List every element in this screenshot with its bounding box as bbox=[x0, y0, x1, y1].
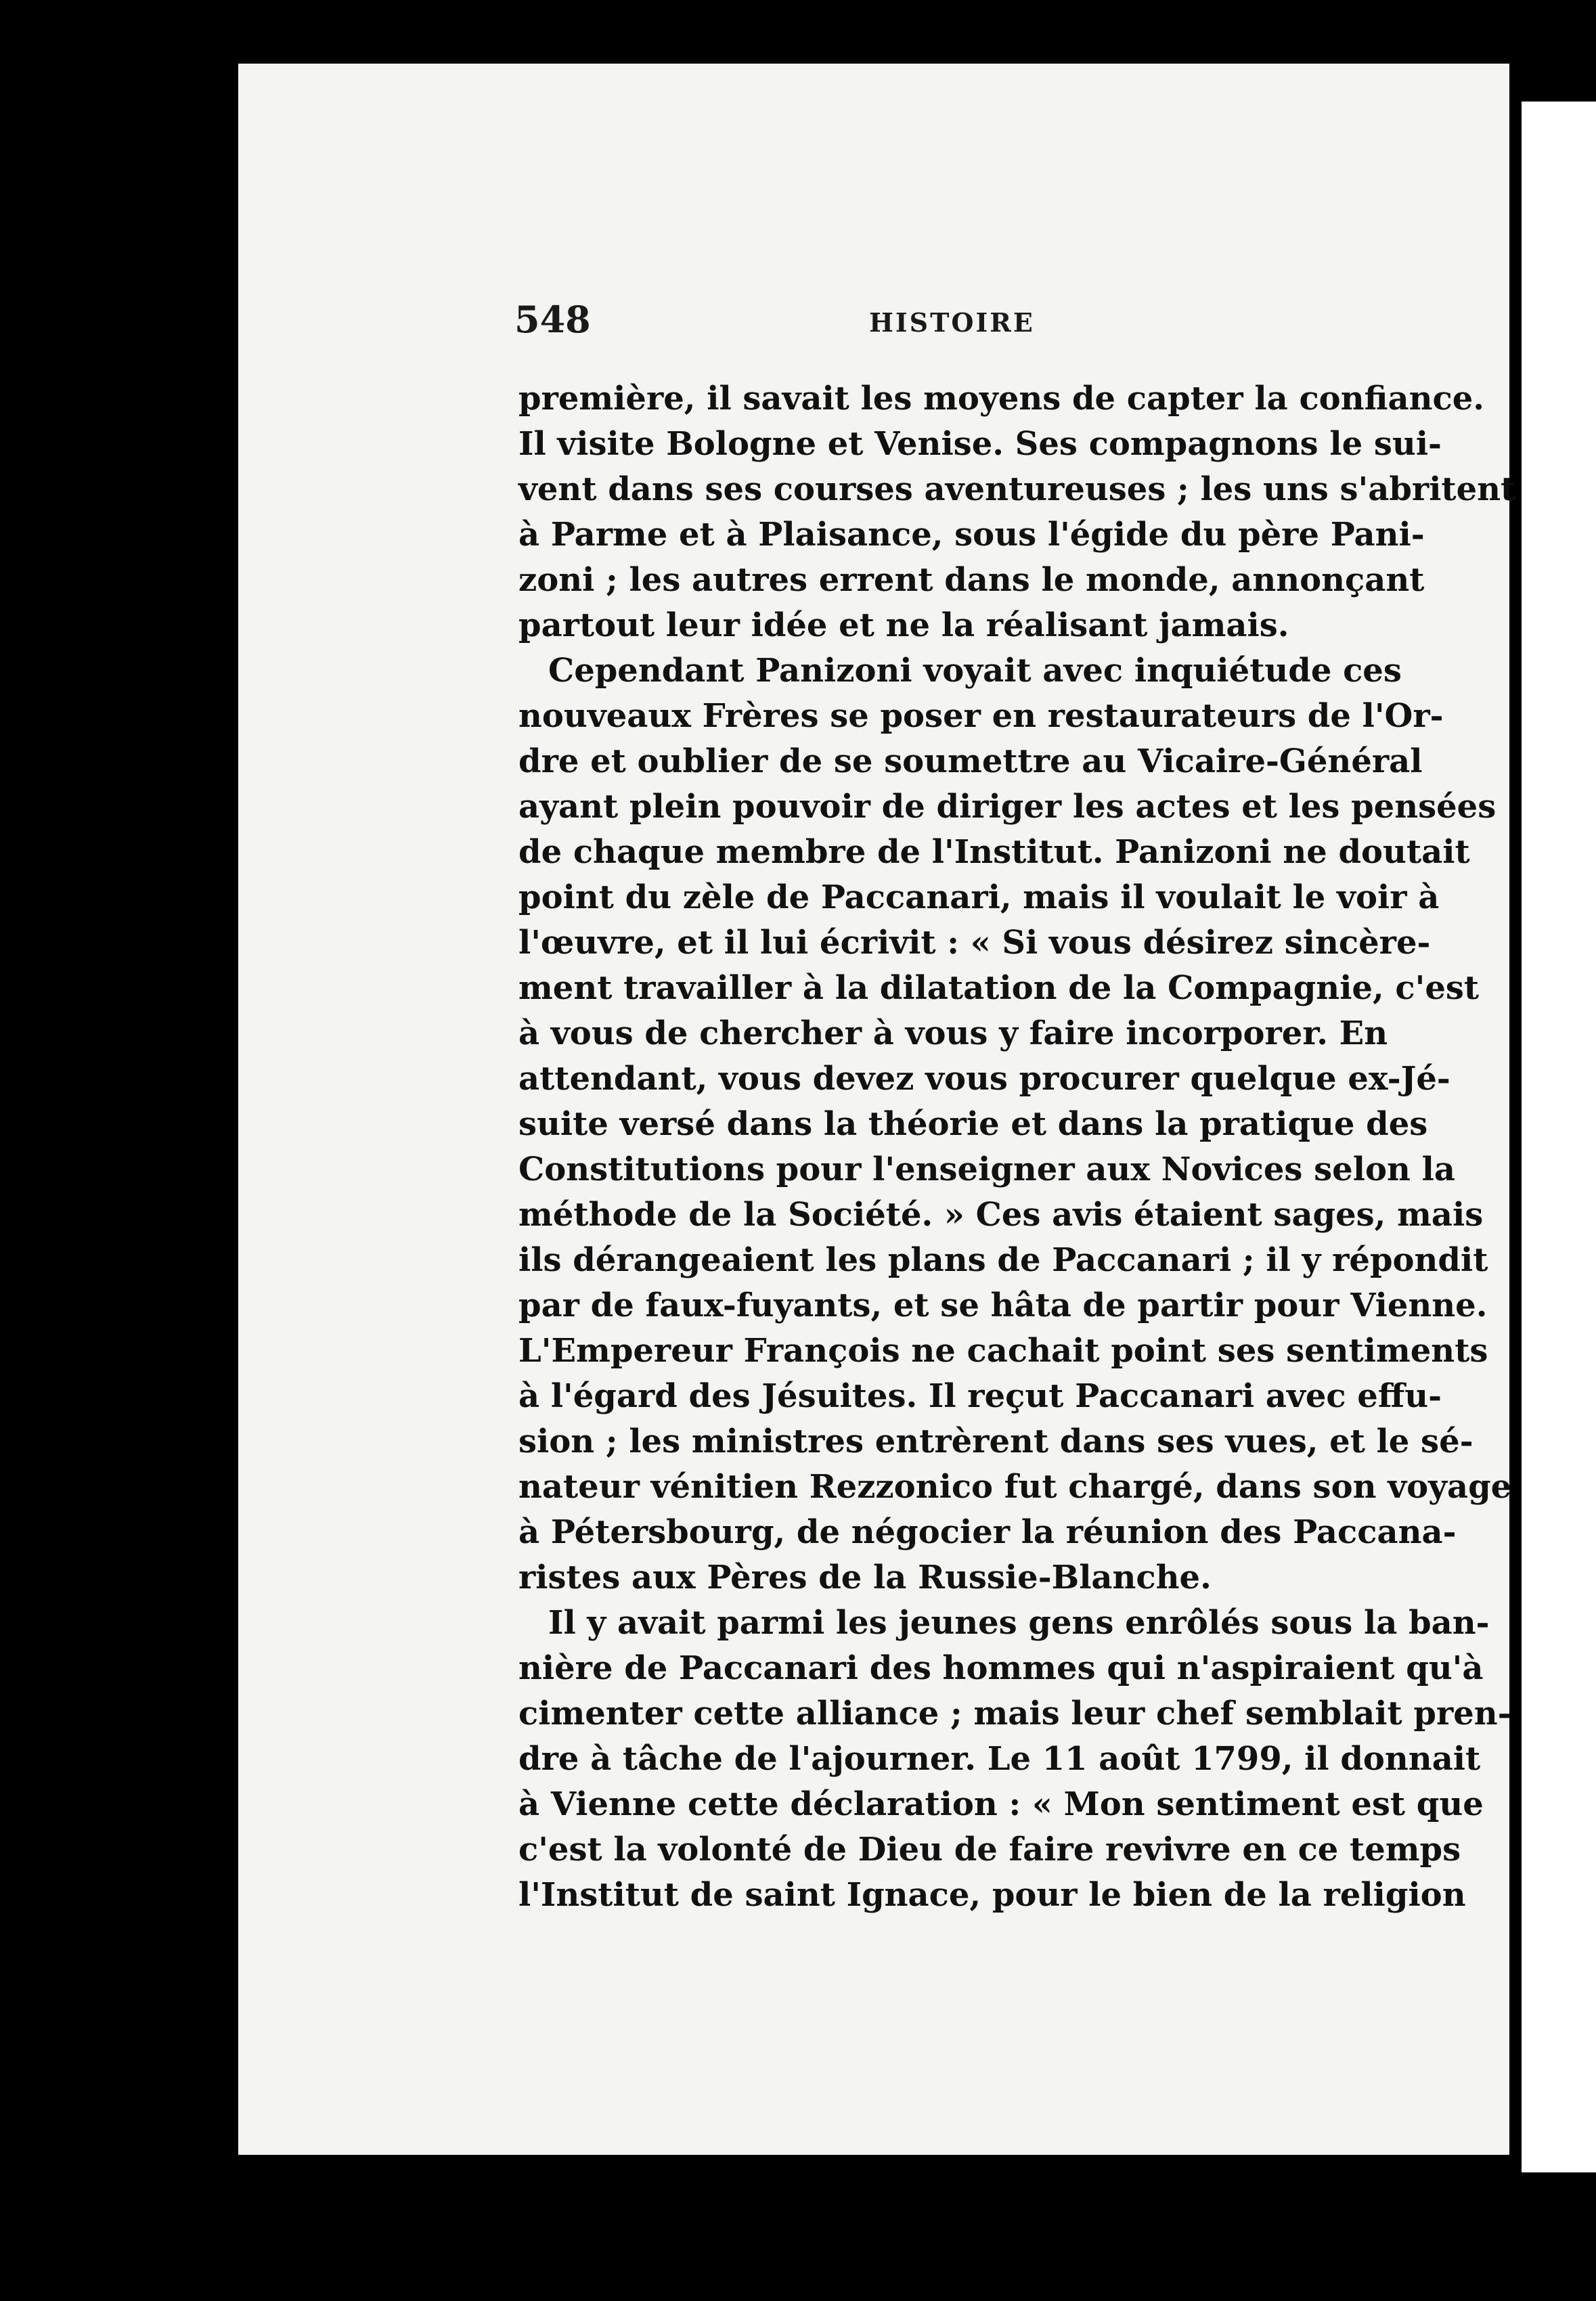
body-text bbox=[518, 376, 1516, 1918]
text-line: nouveaux Frères se poser en restaurateurs de l'Or- bbox=[518, 697, 1444, 735]
text-line: dre à tâche de l'ajourner. Le 11 août 1799, il donnait bbox=[518, 1740, 1481, 1778]
text-line: Il visite Bologne et Venise. Ses compagnons le sui- bbox=[518, 425, 1442, 463]
text-line: ment travailler à la dilatation de la Compagnie, c'est bbox=[518, 969, 1480, 1007]
text-line: point du zèle de Paccanari, mais il voulait le voir à bbox=[518, 878, 1440, 916]
text-line: attendant, vous devez vous procurer quelque ex-Jé- bbox=[518, 1060, 1450, 1098]
text-line: ils dérangeaient les plans de Paccanari ; il y répondit bbox=[518, 1241, 1488, 1279]
text-line: sion ; les ministres entrèrent dans ses vues, et le sé- bbox=[518, 1423, 1473, 1460]
text-line: à l'égard des Jésuites. Il reçut Paccanari avec effu- bbox=[518, 1377, 1442, 1415]
running-head bbox=[284, 298, 1035, 359]
text-line: Constitutions pour l'enseigner aux Novices selon la bbox=[518, 1150, 1455, 1188]
text-line: suite versé dans la théorie et dans la pratique des bbox=[518, 1105, 1428, 1143]
text-line: à Pétersbourg, de négocier la réunion des Paccana- bbox=[518, 1513, 1457, 1551]
text-line: à vous de chercher à vous y faire incorporer. En bbox=[518, 1014, 1388, 1052]
text-line: de chaque membre de l'Institut. Panizoni ne doutait bbox=[518, 833, 1470, 871]
text-line: L'Empereur François ne cachait point ses sentiments bbox=[518, 1332, 1488, 1370]
text-line: Il y avait parmi les jeunes gens enrôlés sous la ban- bbox=[548, 1604, 1490, 1642]
text-line: par de faux-fuyants, et se hâta de partir pour Vienne. bbox=[518, 1287, 1488, 1324]
text-line: partout leur idée et ne la réalisant jamais. bbox=[518, 606, 1289, 644]
text-line: c'est la volonté de Dieu de faire revivre en ce temps bbox=[518, 1831, 1461, 1869]
text-line: l'Institut de saint Ignace, pour le bien de la religion bbox=[518, 1876, 1466, 1914]
text-line: cimenter cette alliance ; mais leur chef semblait pren- bbox=[518, 1695, 1511, 1733]
text-line: première, il savait les moyens de capter la confiance. bbox=[518, 380, 1484, 418]
text-line: nateur vénitien Rezzonico fut chargé, dans son voyage bbox=[518, 1468, 1512, 1506]
text-line: zoni ; les autres errent dans le monde, annonçant bbox=[518, 561, 1425, 599]
text-line: ayant plein pouvoir de diriger les actes et les pensées bbox=[518, 788, 1497, 826]
text-line: l'œuvre, et il lui écrivit : « Si vous désirez sincère- bbox=[518, 924, 1431, 962]
text-line: nière de Paccanari des hommes qui n'aspiraient qu'à bbox=[518, 1649, 1484, 1687]
text-line: à Vienne cette déclaration : « Mon sentiment est que bbox=[518, 1785, 1484, 1823]
running-title: HISTOIRE bbox=[869, 307, 1035, 338]
facing-page-edge bbox=[1522, 102, 1596, 2172]
page-number: 548 bbox=[514, 298, 591, 341]
text-line: Cependant Panizoni voyait avec inquiétude ces bbox=[548, 652, 1402, 690]
text-line: à Parme et à Plaisance, sous l'égide du père Pani- bbox=[518, 516, 1425, 554]
text-line: vent dans ses courses aventureuses ; les uns s'abritent bbox=[518, 470, 1516, 508]
text-line: ristes aux Pères de la Russie-Blanche. bbox=[518, 1559, 1212, 1596]
text-line: méthode de la Société. » Ces avis étaient sages, mais bbox=[518, 1196, 1484, 1234]
text-line: dre et oublier de se soumettre au Vicaire-Général bbox=[518, 742, 1423, 780]
